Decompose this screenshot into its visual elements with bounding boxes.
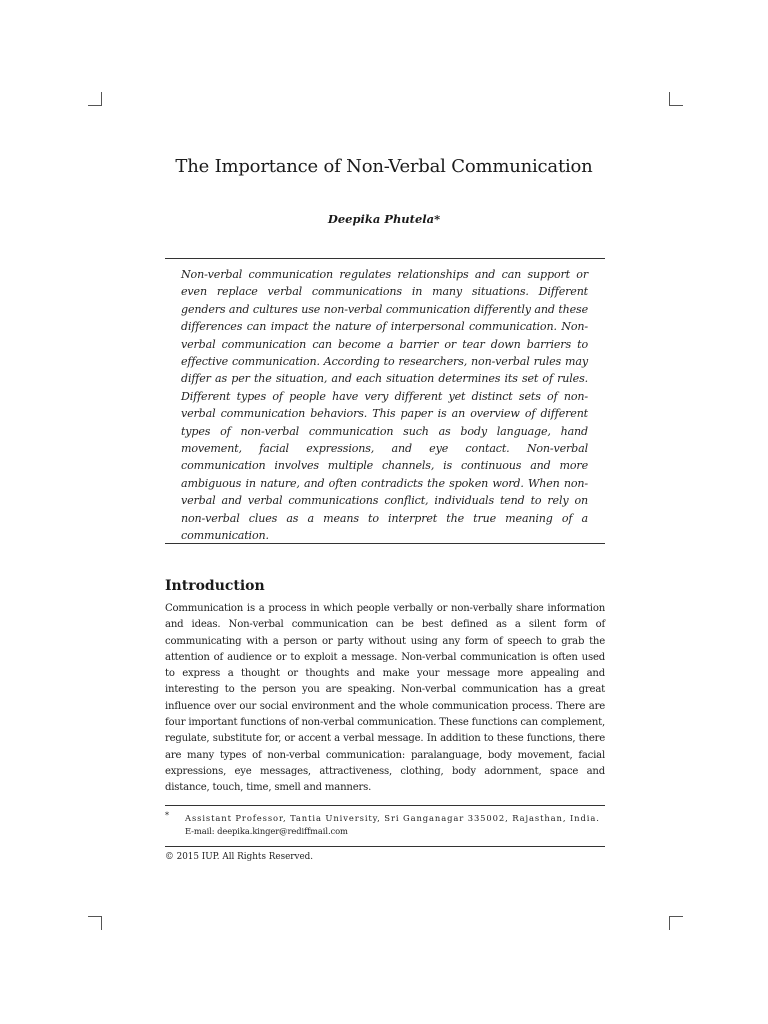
footnote-marker: * <box>165 811 169 820</box>
copyright-rule <box>165 846 605 847</box>
crop-mark-bottom-right <box>669 916 683 917</box>
abstract-top-rule <box>165 258 605 259</box>
crop-mark-top-right <box>669 105 683 106</box>
footnote-rule <box>165 805 605 806</box>
crop-mark-bottom-left-vertical <box>101 916 102 930</box>
author-name: Deepika Phutela* <box>327 212 441 226</box>
footnote-body <box>185 812 605 837</box>
abstract-bottom-rule <box>165 543 605 544</box>
crop-mark-top-left <box>88 105 102 106</box>
footnote-email: E-mail: deepika.kinger@rediffmail.com <box>185 825 348 836</box>
footnote <box>165 812 605 837</box>
section-heading: Introduction <box>165 578 265 594</box>
copyright-notice: © 2015 IUP. All Rights Reserved. <box>165 852 314 862</box>
crop-mark-top-left-vertical <box>101 92 102 106</box>
crop-mark-top-right-vertical <box>669 92 670 106</box>
abstract-text: Non-verbal communication regulates relationships and can support or even replace verbal communications in many situations. Different genders and cultures use non-verbal communication differently and these differences can impact the nature of interpersonal communication. Non-verbal communication can become a barrier or tear down barriers to effective communication. According to researchers, non-verbal rules may differ as per the situation, and each situation determines its set of rules. Different types of people have very different yet distinct sets of non-verbal communication behaviors. This paper is an overview of different types of non-verbal communication such as body language, hand movement, facial expressions, and eye contact. Non-verbal communication involves multiple channels, is continuous and more ambiguous in nature, and often contradicts the spoken word. When non-verbal and verbal communications conflict, individuals tend to rely on non-verbal clues as a means to interpret the true meaning of a communication. <box>181 268 588 543</box>
intro-paragraph: Communication is a process in which people verbally or non-verbally share information and ideas. Non-verbal communication can be best defined as a silent form of communicating with a person or party without using any form of speech to grab the attention of audience or to exploit a message. Non-verbal communication is often used to express a thought or thoughts and make your message more appealing and interesting to the person you are speaking. Non-verbal communication has a great influence over our social environment and the whole communication process. There are four important functions of non-verbal communication. These functions can complement, regulate, substitute for, or accent a verbal message. In addition to these functions, there are many types of non-verbal communication: paralanguage, body movement, facial expressions, eye messages, attractiveness, clothing, body adornment, space and distance, touch, time, smell and manners. <box>165 603 605 794</box>
paper-title: The Importance of Non-Verbal Communication <box>175 156 593 177</box>
footnote-affiliation: Assistant Professor, Tantia University, Sri Ganganagar 335002, Rajasthan, India. <box>185 813 600 823</box>
crop-mark-bottom-right-vertical <box>669 916 670 930</box>
crop-mark-bottom-left <box>88 916 102 917</box>
